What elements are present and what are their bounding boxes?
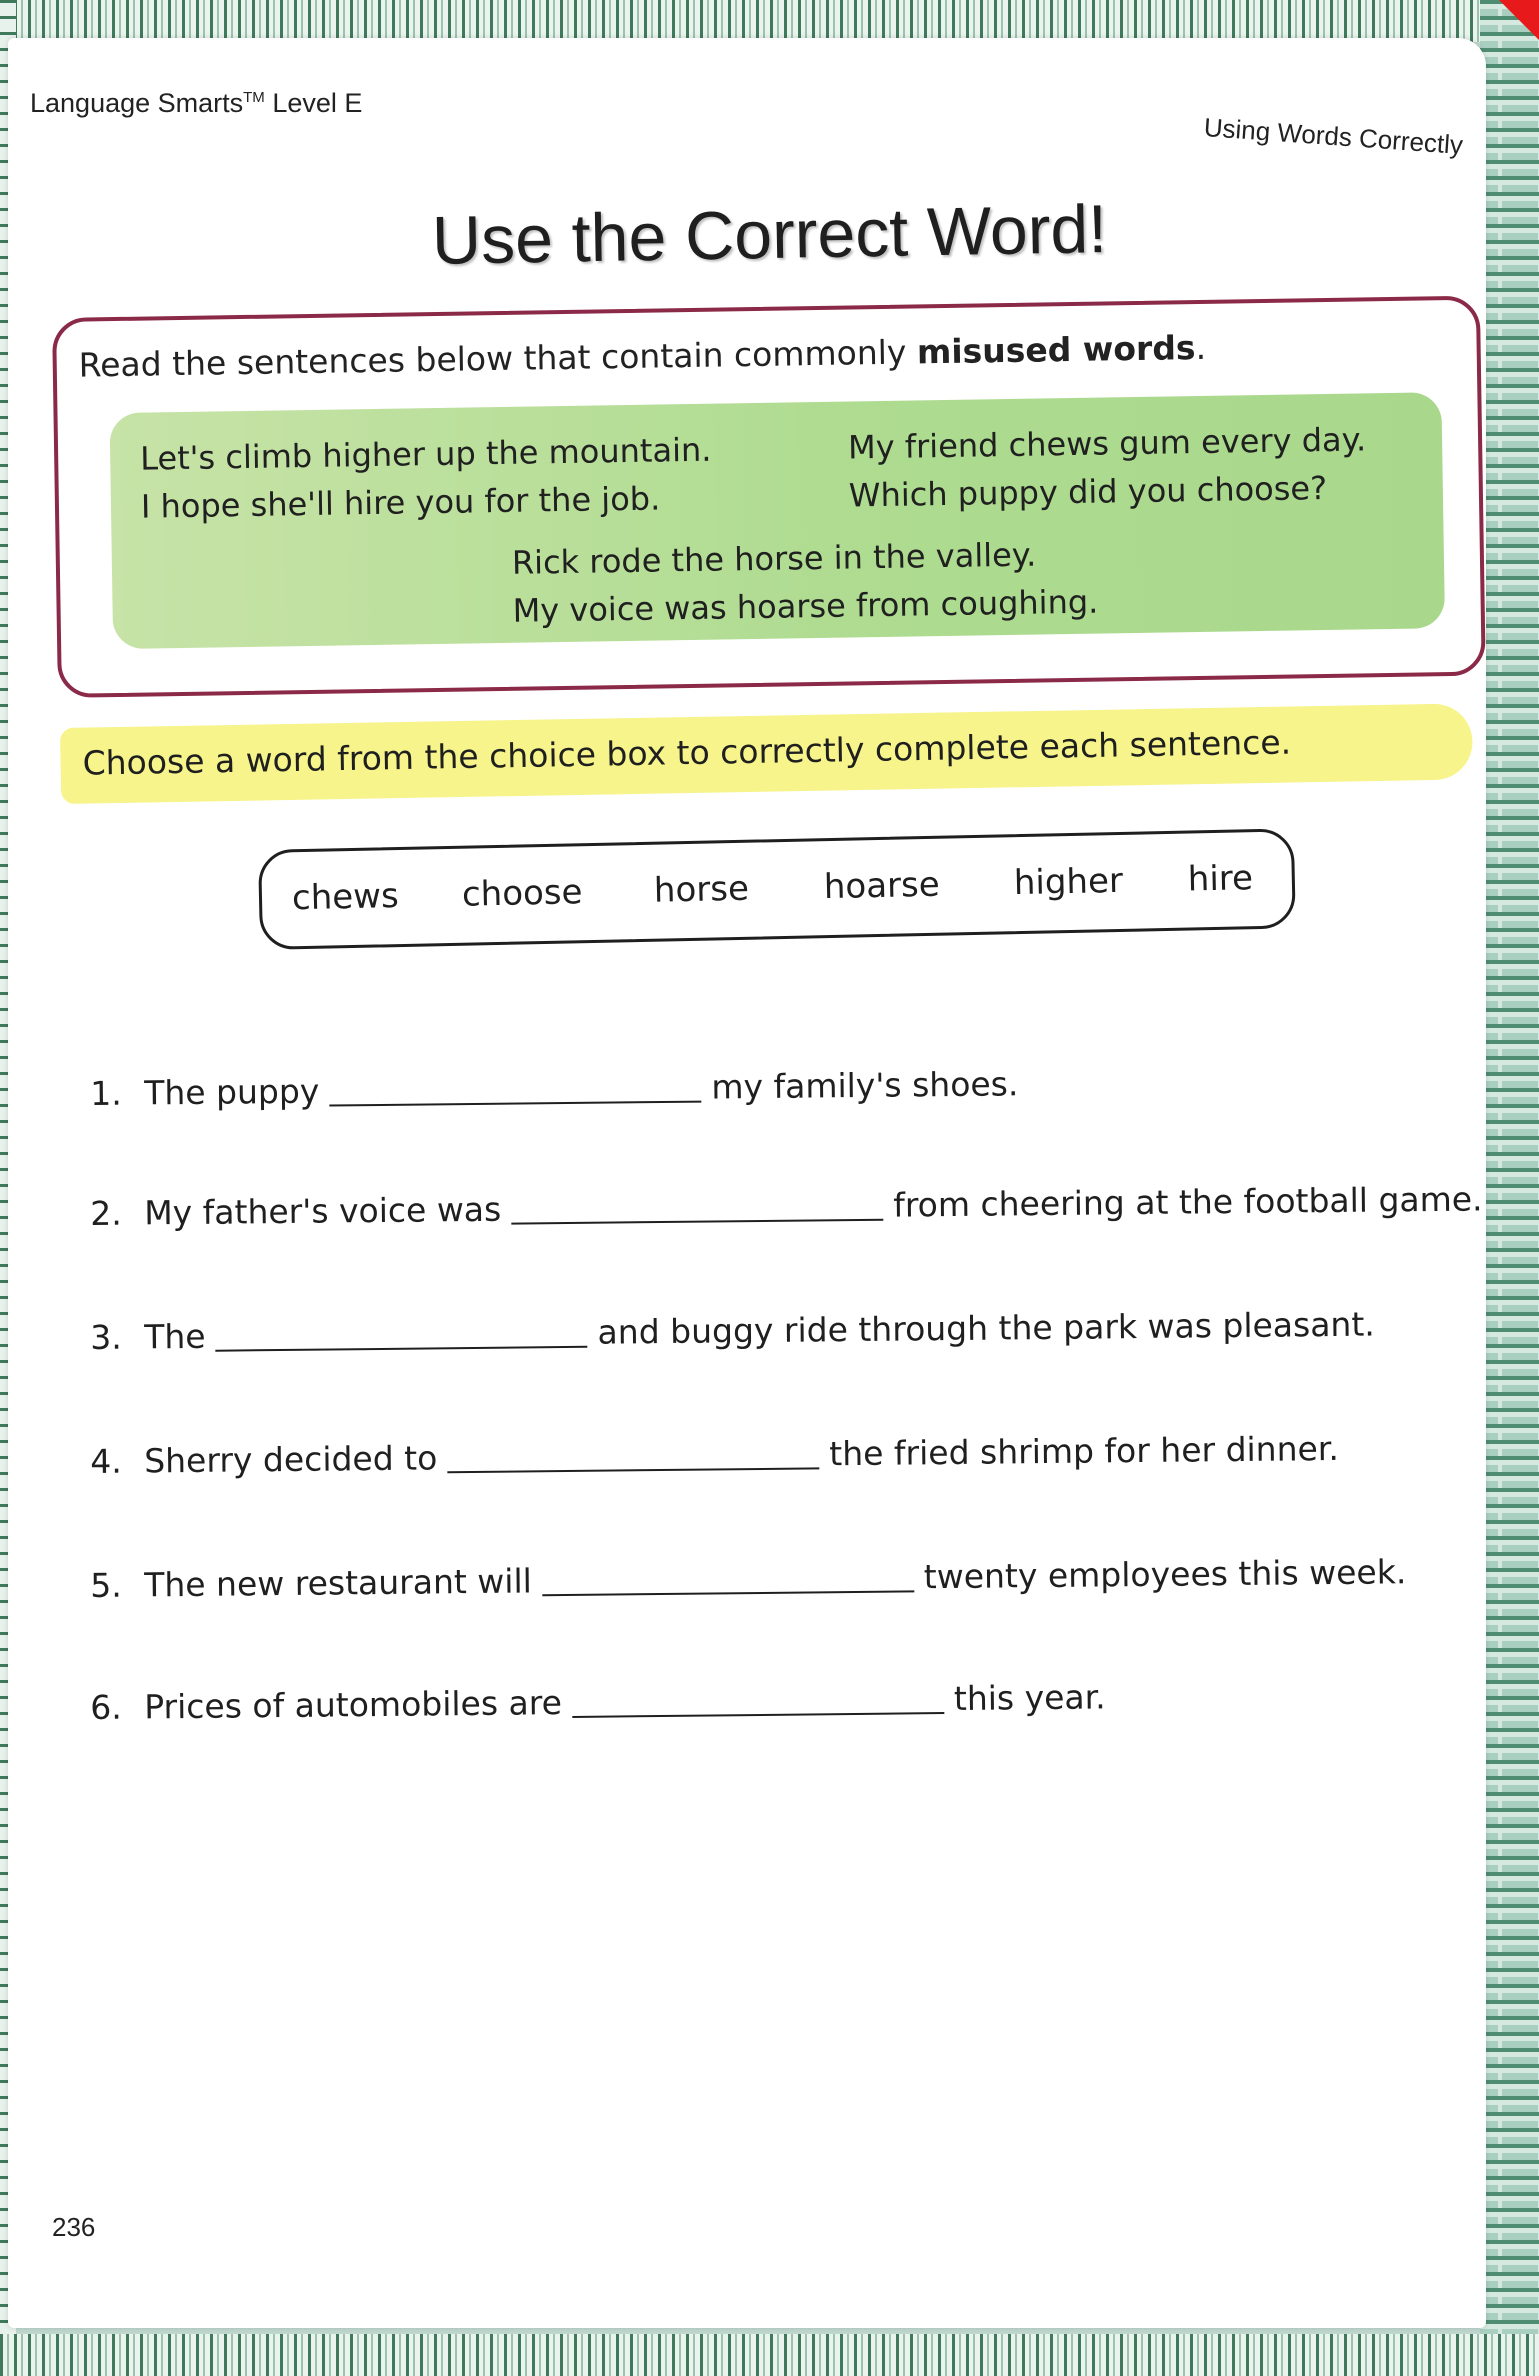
choice-word: higher (1013, 860, 1124, 904)
choice-word: choose (461, 872, 583, 915)
question-number: 4. (90, 1441, 122, 1481)
book-level: Level E (264, 88, 363, 118)
example-sentence: Let's climb higher up the mountain. (139, 430, 712, 478)
intro-text: Read the sentences below that contain commonly (78, 332, 918, 385)
example-intro (78, 328, 1206, 385)
intro-bold: misused words (916, 328, 1196, 372)
answer-blank[interactable] (511, 1219, 883, 1225)
question-text-after: this year. (953, 1677, 1106, 1718)
instruction-text: Choose a word from the choice box to correctly complete each sentence. (82, 722, 1292, 783)
example-sentence: Rick rode the horse in the valley. (511, 535, 1037, 582)
example-center (512, 530, 1099, 635)
question-text-after: the fried shrimp for her dinner. (829, 1428, 1340, 1474)
answer-blank[interactable] (447, 1467, 819, 1473)
question-number: 1. (90, 1073, 122, 1113)
question-text-after: my family's shoes. (711, 1064, 1019, 1107)
question-text-before: The puppy (143, 1071, 320, 1113)
intro-end: . (1195, 327, 1207, 368)
question-number: 2. (90, 1193, 122, 1233)
question-text-before: The new restaurant will (143, 1561, 532, 1605)
choice-word: chews (291, 876, 400, 919)
question-text-before: Sherry decided to (143, 1438, 438, 1481)
answer-blank[interactable] (329, 1101, 701, 1107)
example-left (140, 426, 713, 531)
decorative-border-top (0, 0, 1539, 42)
section-header: Using Words Correctly (1202, 112, 1464, 161)
page-title: Use the Correct Word! (431, 191, 1108, 279)
choice-word: horse (653, 868, 750, 911)
example-sentence: I hope she'll hire you for the job. (140, 479, 661, 526)
trademark: TM (243, 89, 265, 106)
example-panel (110, 392, 1446, 649)
question-text-after: and buggy ride through the park was pleasant. (597, 1304, 1375, 1352)
decorative-border-bottom (0, 2334, 1539, 2376)
question-number: 5. (90, 1565, 122, 1605)
example-box (52, 296, 1486, 698)
question-text-after: from cheering at the football game. (893, 1179, 1483, 1225)
page-number: 236 (52, 2212, 96, 2242)
question-number: 6. (90, 1687, 122, 1727)
example-right (848, 415, 1367, 519)
corner-flag-icon (1499, 0, 1539, 40)
book-header (30, 88, 362, 119)
question-text-before: The (143, 1316, 206, 1357)
book-title: Language Smarts (30, 88, 244, 118)
question-number: 3. (90, 1317, 122, 1357)
question-text-before: Prices of automobiles are (143, 1683, 563, 1727)
example-sentence: My friend chews gum every day. (847, 420, 1367, 467)
answer-blank[interactable] (572, 1712, 944, 1718)
question-text-before: My father's voice was (143, 1189, 502, 1233)
answer-blank[interactable] (542, 1590, 914, 1596)
example-sentence: Which puppy did you choose? (848, 468, 1328, 515)
answer-blank[interactable] (216, 1346, 588, 1352)
decorative-border-right (1480, 0, 1539, 2376)
choice-word: hire (1187, 858, 1254, 900)
choice-word: hoarse (823, 864, 941, 908)
example-sentence: My voice was hoarse from coughing. (512, 582, 1099, 630)
question-text-after: twenty employees this week. (923, 1552, 1407, 1597)
